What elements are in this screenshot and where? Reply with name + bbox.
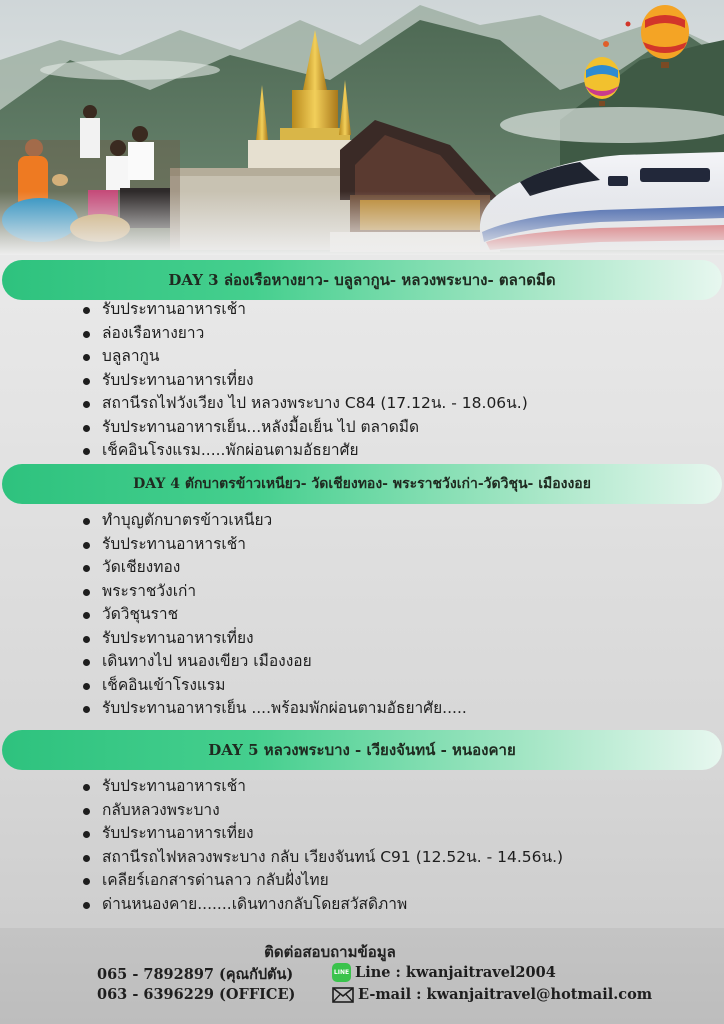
list-item: รับประทานอาหารเที่ยง (80, 627, 700, 651)
phone-number-1[interactable]: 065 - 7892897 (คุณกัปตัน) (97, 966, 294, 983)
list-item: สถานีรถไฟหลวงพระบาง กลับ เวียงจันทน์ C91 (12.52น. - 14.56น.) (80, 846, 700, 870)
list-item: รับประทานอาหารเช้า (80, 533, 700, 557)
list-item: บลูลากูน (80, 345, 700, 369)
contact-title: ติดต่อสอบถามข้อมูล (264, 943, 396, 961)
list-item: สถานีรถไฟวังเวียง ไป หลวงพระบาง C84 (17.12น. - 18.06น.) (80, 392, 700, 416)
list-item: รับประทานอาหารเที่ยง (80, 822, 700, 846)
list-item: กลับหลวงพระบาง (80, 799, 700, 823)
list-item: เช็คอินโรงแรม.....พักผ่อนตามอัธยาศัย (80, 439, 700, 463)
list-item: ด่านหนองคาย.......เดินทางกลับโดยสวัสดิภาพ (80, 893, 700, 917)
list-item: ทำบุญตักบาตรข้าวเหนียว (80, 509, 700, 533)
contact-footer (0, 928, 724, 1024)
day-3-banner: DAY 3 ล่องเรือหางยาว- บลูลากูน- หลวงพระบาง- ตลาดมืด (2, 260, 722, 300)
email-address: E-mail : kwanjaitravel@hotmail.com (358, 986, 653, 1003)
day-4-itinerary-list (80, 509, 700, 721)
envelope-icon (332, 987, 354, 1003)
line-app-icon: LINE (332, 963, 351, 982)
header-photo-collage (0, 0, 724, 255)
email-contact[interactable] (332, 986, 652, 1003)
line-contact[interactable] (332, 963, 556, 982)
list-item: วัดเชียงทอง (80, 556, 700, 580)
list-item: พระราชวังเก่า (80, 580, 700, 604)
line-id: Line : kwanjaitravel2004 (355, 964, 556, 981)
list-item: ล่องเรือหางยาว (80, 322, 700, 346)
list-item: รับประทานอาหารเที่ยง (80, 369, 700, 393)
list-item: รับประทานอาหารเช้า (80, 298, 700, 322)
day-4-banner: DAY 4 ตักบาตรข้าวเหนียว- วัดเชียงทอง- พระราชวังเก่า-วัดวิชุน- เมืองงอย (2, 464, 722, 504)
list-item: เคลียร์เอกสารด่านลาว กลับฝั่งไทย (80, 869, 700, 893)
list-item: เช็คอินเข้าโรงแรม (80, 674, 700, 698)
list-item: เดินทางไป หนองเขียว เมืองงอย (80, 650, 700, 674)
day-5-itinerary-list (80, 775, 700, 916)
day-3-itinerary-list (80, 298, 700, 463)
list-item: รับประทานอาหารเย็น...หลังมื้อเย็น ไป ตลาดมืด (80, 416, 700, 440)
list-item: รับประทานอาหารเช้า (80, 775, 700, 799)
list-item: รับประทานอาหารเย็น ....พร้อมพักผ่อนตามอัธยาศัย..... (80, 697, 700, 721)
phone-number-2[interactable]: 063 - 6396229 (OFFICE) (97, 986, 296, 1003)
day-5-banner: DAY 5 หลวงพระบาง - เวียงจันทน์ - หนองคาย (2, 730, 722, 770)
list-item: วัดวิชุนราช (80, 603, 700, 627)
